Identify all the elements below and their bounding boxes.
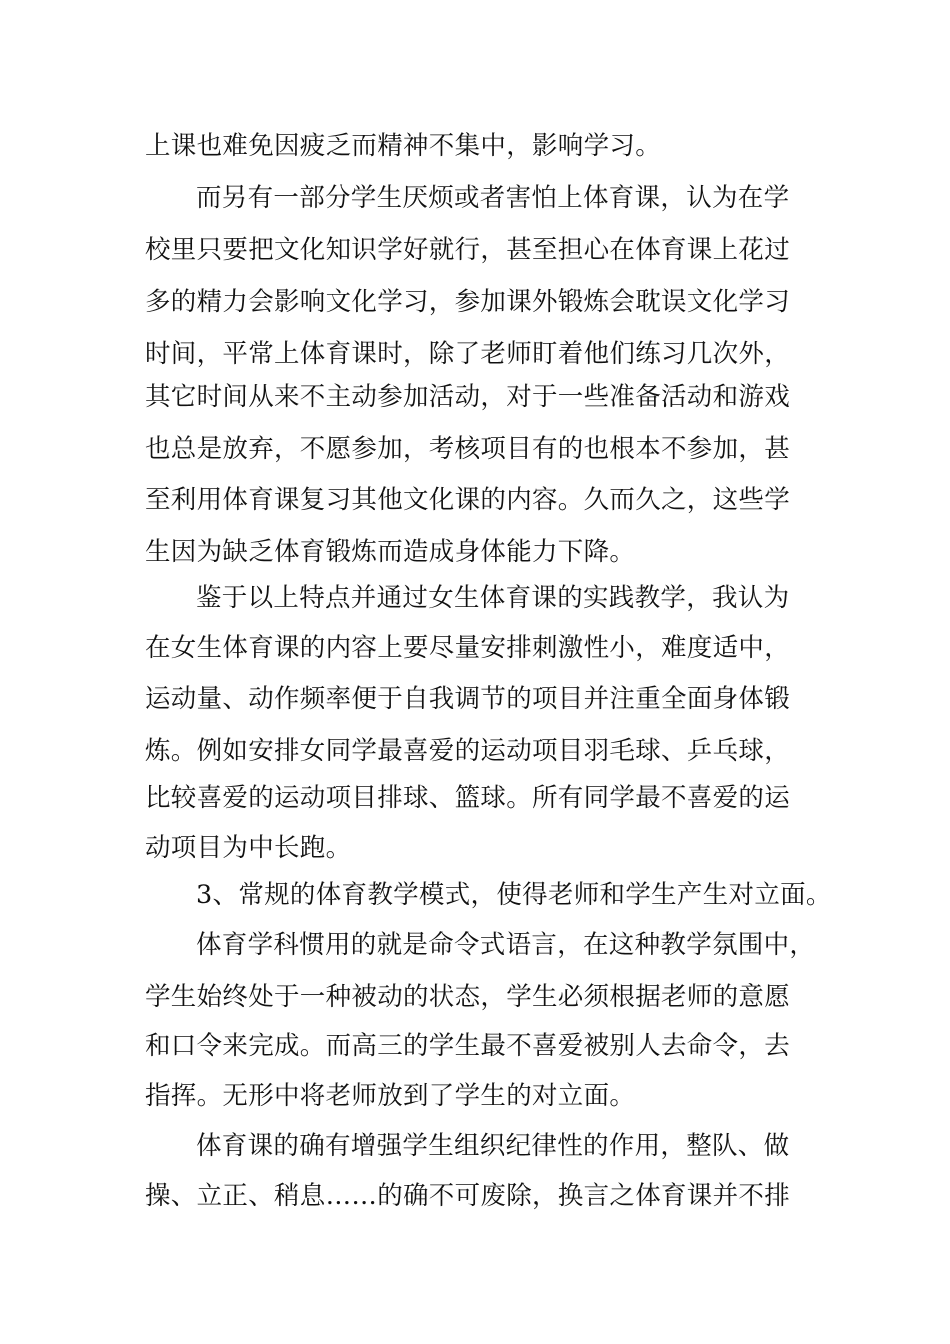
text-line: 动项目为中长跑。: [145, 833, 352, 863]
text-line: 指挥。无形中将老师放到了学生的对立面。: [145, 1081, 636, 1111]
text-line: 学生始终处于一种被动的状态，学生必须根据老师的意愿: [145, 982, 791, 1012]
text-line: 在女生体育课的内容上要尽量安排刺激性小，难度适中，: [145, 633, 791, 663]
text-line: 而另有一部分学生厌烦或者害怕上体育课，认为在学: [196, 183, 790, 213]
text-line: 和口令来完成。而高三的学生最不喜爱被别人去命令，去: [145, 1031, 791, 1061]
text-line: 体育课的确有增强学生组织纪律性的作用，整队、做: [196, 1131, 790, 1161]
text-line: 校里只要把文化知识学好就行，甚至担心在体育课上花过: [145, 235, 791, 265]
text-line: 其它时间从来不主动参加活动，对于一些准备活动和游戏: [145, 382, 791, 412]
text-line: 3、常规的体育教学模式，使得老师和学生产生对立面。: [196, 880, 832, 910]
text-line: 也总是放弃，不愿参加，考核项目有的也根本不参加，甚: [145, 434, 791, 464]
text-line: 比较喜爱的运动项目排球、篮球。所有同学最不喜爱的运: [145, 783, 791, 813]
text-line: 时间，平常上体育课时，除了老师盯着他们练习几次外，: [145, 339, 791, 369]
text-line: 体育学科惯用的就是命令式语言，在这种教学氛围中，: [196, 930, 816, 960]
text-line: 炼。例如安排女同学最喜爱的运动项目羽毛球、乒乓球，: [145, 736, 791, 766]
text-line: 上课也难免因疲乏而精神不集中，影响学习。: [145, 131, 662, 161]
text-line: 生因为缺乏体育锻炼而造成身体能力下降。: [145, 537, 636, 567]
text-line: 多的精力会影响文化学习，参加课外锻炼会耽误文化学习: [145, 287, 791, 317]
text-line: 操、立正、稍息……的确不可废除，换言之体育课并不排: [145, 1181, 791, 1211]
text-line: 运动量、动作频率便于自我调节的项目并注重全面身体锻: [145, 684, 791, 714]
text-line: 至利用体育课复习其他文化课的内容。久而久之，这些学: [145, 485, 791, 515]
text-line: 鉴于以上特点并通过女生体育课的实践教学，我认为: [196, 583, 790, 613]
